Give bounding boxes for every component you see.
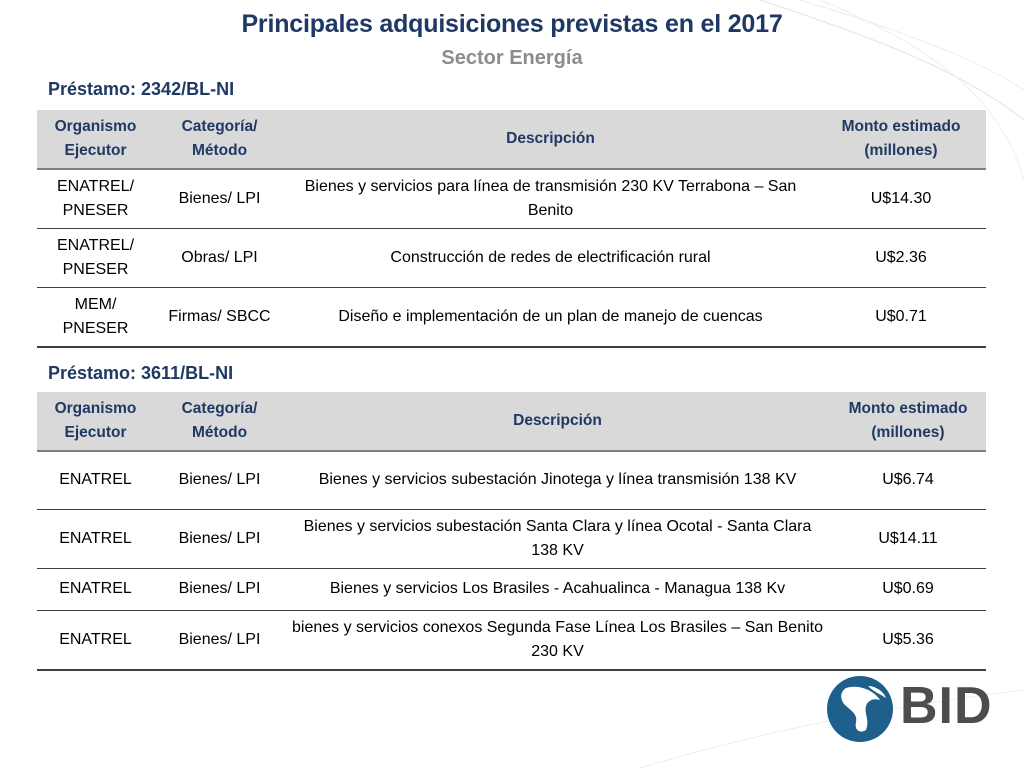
cell-descripcion: Bienes y servicios subestación Santa Clara y línea Ocotal - Santa Clara 138 KV [285,509,830,568]
cell-categoria: Bienes/ LPI [154,509,285,568]
cell-organismo: ENATREL [37,610,154,670]
loan-label-2: Préstamo: 3611/BL-NI [48,363,234,383]
cell-descripcion: Construcción de redes de electrificación rural [285,229,816,288]
header-monto: Monto estimado (millones) [816,110,986,169]
header-monto: Monto estimado (millones) [830,392,986,451]
page-subtitle: Sector Energía [441,47,583,69]
cell-categoria: Bienes/ LPI [154,169,285,229]
header-descripcion: Descripción [285,392,830,451]
cell-monto: U$2.36 [816,229,986,288]
cell-descripcion: Bienes y servicios Los Brasiles - Acahualinca - Managua 138 Kv [285,568,830,610]
cell-organismo: ENATREL [37,568,154,610]
table-header-row [37,110,986,169]
loan-table-1 [37,110,986,348]
table-row [37,509,986,568]
cell-categoria: Bienes/ LPI [154,451,285,509]
cell-descripcion: Bienes y servicios subestación Jinotega y línea transmisión 138 KV [285,451,830,509]
cell-descripcion: Bienes y servicios para línea de transmisión 230 KV Terrabona – San Benito [285,169,816,229]
cell-monto: U$0.69 [830,568,986,610]
page-title: Principales adquisiciones previstas en el 2017 [241,10,783,38]
table-row [37,451,986,509]
bid-logo-text: BID [900,677,993,735]
table-row [37,568,986,610]
loan-table-2 [37,392,986,671]
header-organismo: Organismo Ejecutor [37,110,154,169]
table-row [37,169,986,229]
header-descripcion: Descripción [285,110,816,169]
table-header-row [37,392,986,451]
cell-organismo: ENATREL [37,509,154,568]
header-organismo: Organismo Ejecutor [37,392,154,451]
table-row [37,229,986,288]
cell-categoria: Bienes/ LPI [154,568,285,610]
table-row [37,610,986,670]
cell-monto: U$14.11 [830,509,986,568]
table-row [37,288,986,348]
cell-monto: U$5.36 [830,610,986,670]
cell-monto: U$14.30 [816,169,986,229]
cell-descripcion: bienes y servicios conexos Segunda Fase Línea Los Brasiles – San Benito 230 KV [285,610,830,670]
cell-categoria: Bienes/ LPI [154,610,285,670]
cell-descripcion: Diseño e implementación de un plan de manejo de cuencas [285,288,816,348]
header-categoria: Categoría/ Método [154,392,285,451]
cell-organismo: ENATREL/ PNESER [37,229,154,288]
cell-organismo: MEM/ PNESER [37,288,154,348]
cell-monto: U$6.74 [830,451,986,509]
loan-label-1: Préstamo: 2342/BL-NI [48,79,235,99]
cell-categoria: Obras/ LPI [154,229,285,288]
cell-monto: U$0.71 [816,288,986,348]
cell-organismo: ENATREL [37,451,154,509]
cell-organismo: ENATREL/ PNESER [37,169,154,229]
header-categoria: Categoría/ Método [154,110,285,169]
cell-categoria: Firmas/ SBCC [154,288,285,348]
